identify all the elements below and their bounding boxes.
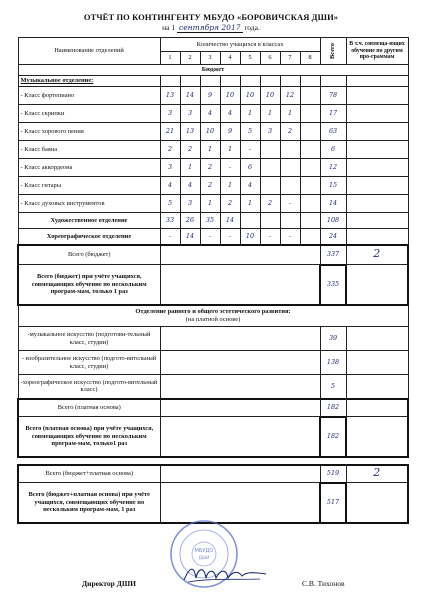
cell-value <box>260 159 280 177</box>
cell-value: 1 <box>200 141 220 159</box>
section-budget: Бюджет <box>18 65 408 76</box>
music-department-title: Музыкальное отделение: <box>18 76 160 87</box>
row-total: 337 <box>320 245 346 265</box>
cell-value: 1 <box>220 177 240 195</box>
header-name: Наименование отделений <box>18 38 160 65</box>
header-extra: В т.ч. совмеща-ющих обучение по другим про-граммам <box>346 38 408 65</box>
cell-value: 1 <box>240 195 260 213</box>
row-total: 24 <box>320 229 346 245</box>
row-label: - Класс гитары <box>18 177 160 195</box>
cell-value <box>300 159 320 177</box>
cell-value: 9 <box>200 87 220 105</box>
cell-value: 35 <box>200 213 220 229</box>
cell-value: 2 <box>180 141 200 159</box>
cell-value: 4 <box>220 105 240 123</box>
cell-value: 14 <box>180 229 200 245</box>
cell-value <box>280 213 300 229</box>
cell-value: 4 <box>200 105 220 123</box>
row-extra: 2 <box>346 465 408 483</box>
row-label: Всего (бюджет+платная основа) при учёте учащихся, совмещающих обучение по нескольким програм-мам, 1 раз <box>18 483 160 523</box>
row-label: Хореографическое отделение <box>18 229 160 245</box>
page-title: ОТЧЁТ ПО КОНТИНГЕНТУ МБУДО «БОРОВИЧСКАЯ ДШИ» <box>83 12 339 22</box>
cell-value <box>260 177 280 195</box>
row-total: 78 <box>320 87 346 105</box>
cell-value: 21 <box>160 123 180 141</box>
cell-value: 10 <box>220 87 240 105</box>
paid-total-once-row <box>18 417 408 457</box>
director-name: С.В. Тихонов <box>302 579 345 588</box>
cell-value: 12 <box>280 87 300 105</box>
class-num: 5 <box>240 52 260 65</box>
cell-value: 1 <box>280 105 300 123</box>
cell-value: 13 <box>180 123 200 141</box>
cell-value: 2 <box>280 123 300 141</box>
cell-value: 3 <box>260 123 280 141</box>
cell-value: 10 <box>260 87 280 105</box>
cell-value: - <box>220 159 240 177</box>
grand-total-row <box>18 465 408 483</box>
class-num: 1 <box>160 52 180 65</box>
cell-value <box>300 229 320 245</box>
cell-value: 6 <box>240 159 260 177</box>
table-row <box>18 213 408 229</box>
cell-value <box>280 177 300 195</box>
table-row <box>18 105 408 123</box>
cell-value: - <box>260 229 280 245</box>
grand-total-once-row <box>18 483 408 523</box>
cell-value <box>300 213 320 229</box>
cell-value: 5 <box>160 195 180 213</box>
cell-value <box>300 195 320 213</box>
row-total: 5 <box>320 375 346 399</box>
cell-value: 2 <box>220 195 240 213</box>
row-total: 17 <box>320 105 346 123</box>
table-row <box>18 229 408 245</box>
svg-text:ДШИ: ДШИ <box>198 555 210 560</box>
row-label: Всего (бюджет) <box>18 245 160 265</box>
contingent-table <box>17 37 409 524</box>
table-row <box>18 177 408 195</box>
cell-value: 9 <box>220 123 240 141</box>
row-total: 182 <box>320 417 346 457</box>
row-total: 63 <box>320 123 346 141</box>
row-label: - Класс духовых инструментов <box>18 195 160 213</box>
cell-value: - <box>280 229 300 245</box>
table-row <box>18 141 408 159</box>
table-row <box>18 327 408 351</box>
class-num: 4 <box>220 52 240 65</box>
cell-value <box>280 141 300 159</box>
cell-value: - <box>200 229 220 245</box>
date-suffix: года. <box>244 23 260 32</box>
cell-value: 3 <box>180 105 200 123</box>
cell-value: 2 <box>160 141 180 159</box>
row-total: 108 <box>320 213 346 229</box>
table-row <box>18 375 408 399</box>
cell-value: 2 <box>200 177 220 195</box>
svg-text:МБУДО: МБУДО <box>194 548 214 554</box>
row-label: -хореографическое искусство (подгото-вительный класс) <box>18 375 160 399</box>
cell-value: 14 <box>180 87 200 105</box>
cell-value <box>280 159 300 177</box>
budget-total-row <box>18 245 408 265</box>
cell-value <box>300 123 320 141</box>
cell-value: 1 <box>240 105 260 123</box>
table-row <box>18 351 408 375</box>
cell-value: 10 <box>240 87 260 105</box>
row-label: Всего (бюджет) при учёте учащихся, совмещающих обучение по нескольким програм-мам, только 1 раз <box>18 265 160 305</box>
row-label: - Класс баяна <box>18 141 160 159</box>
cell-value: 3 <box>180 195 200 213</box>
cell-value: 2 <box>260 195 280 213</box>
row-total: 335 <box>320 265 346 305</box>
cell-value: 3 <box>160 105 180 123</box>
row-label: Художественное отделение <box>18 213 160 229</box>
cell-value: 14 <box>220 213 240 229</box>
row-label: - Класс скрипки <box>18 105 160 123</box>
cell-value: 4 <box>180 177 200 195</box>
report-date <box>0 23 422 32</box>
date-handwritten: сентября 2017 <box>179 23 241 32</box>
row-total: 517 <box>320 483 346 523</box>
class-num: 8 <box>300 52 320 65</box>
row-label: - Класс аккордеона <box>18 159 160 177</box>
date-prefix: на 1 <box>162 23 176 32</box>
cell-value: 4 <box>240 177 260 195</box>
cell-value: 1 <box>260 105 280 123</box>
cell-value: - <box>160 229 180 245</box>
section-paid-sub: (на платной основе) <box>185 315 241 323</box>
row-label: -музыкальное искусство (подготови-тельный класс, студии) <box>18 327 160 351</box>
cell-value <box>300 87 320 105</box>
cell-value: 26 <box>180 213 200 229</box>
section-paid-title: Отделение раннего и общего эстетического развития: <box>135 308 291 316</box>
row-label: - Класс хорового пения <box>18 123 160 141</box>
row-label: - изобразительное искусство (подгото-вительный класс, студии) <box>18 351 160 375</box>
table-row <box>18 123 408 141</box>
class-num: 2 <box>180 52 200 65</box>
cell-value: 10 <box>200 123 220 141</box>
cell-value: 13 <box>160 87 180 105</box>
class-num: 6 <box>260 52 280 65</box>
row-total: 39 <box>320 327 346 351</box>
row-total: 14 <box>320 195 346 213</box>
cell-value: 3 <box>160 159 180 177</box>
row-label: Всего (бюджет+платная основа) <box>18 465 160 483</box>
cell-value: 1 <box>200 195 220 213</box>
section-paid <box>18 305 408 327</box>
row-total: 519 <box>320 465 346 483</box>
budget-total-once-row <box>18 265 408 305</box>
cell-value: - <box>240 141 260 159</box>
row-total: 182 <box>320 399 346 417</box>
cell-value: 1 <box>180 159 200 177</box>
cell-value <box>260 141 280 159</box>
cell-value: - <box>220 229 240 245</box>
paid-total-row <box>18 399 408 417</box>
row-total: 138 <box>320 351 346 375</box>
row-label: - Класс фортепиано <box>18 87 160 105</box>
cell-value: 5 <box>240 123 260 141</box>
row-total: 6 <box>320 141 346 159</box>
row-label: Всего (платная основа) при учёте учащихся, совмещающих обучение по нескольким програм-мам, только1 раз <box>18 417 160 457</box>
cell-value: 4 <box>160 177 180 195</box>
class-num: 7 <box>280 52 300 65</box>
row-total: 12 <box>320 159 346 177</box>
header-total: Всего <box>320 38 346 65</box>
cell-value <box>300 141 320 159</box>
cell-value: 2 <box>200 159 220 177</box>
director-signature <box>180 564 270 586</box>
cell-value <box>240 213 260 229</box>
cell-value <box>300 105 320 123</box>
director-label: Директор ДШИ <box>82 579 136 588</box>
table-row <box>18 195 408 213</box>
header-count: Количество учащихся в классах <box>160 38 320 52</box>
row-total: 15 <box>320 177 346 195</box>
cell-value <box>260 213 280 229</box>
table-row <box>18 159 408 177</box>
cell-value: - <box>280 195 300 213</box>
row-extra: 2 <box>346 245 408 265</box>
cell-value: 1 <box>220 141 240 159</box>
row-label: Всего (платная основа) <box>18 399 160 417</box>
class-num: 3 <box>200 52 220 65</box>
cell-value <box>300 177 320 195</box>
cell-value: 10 <box>240 229 260 245</box>
table-row <box>18 87 408 105</box>
cell-value: 33 <box>160 213 180 229</box>
